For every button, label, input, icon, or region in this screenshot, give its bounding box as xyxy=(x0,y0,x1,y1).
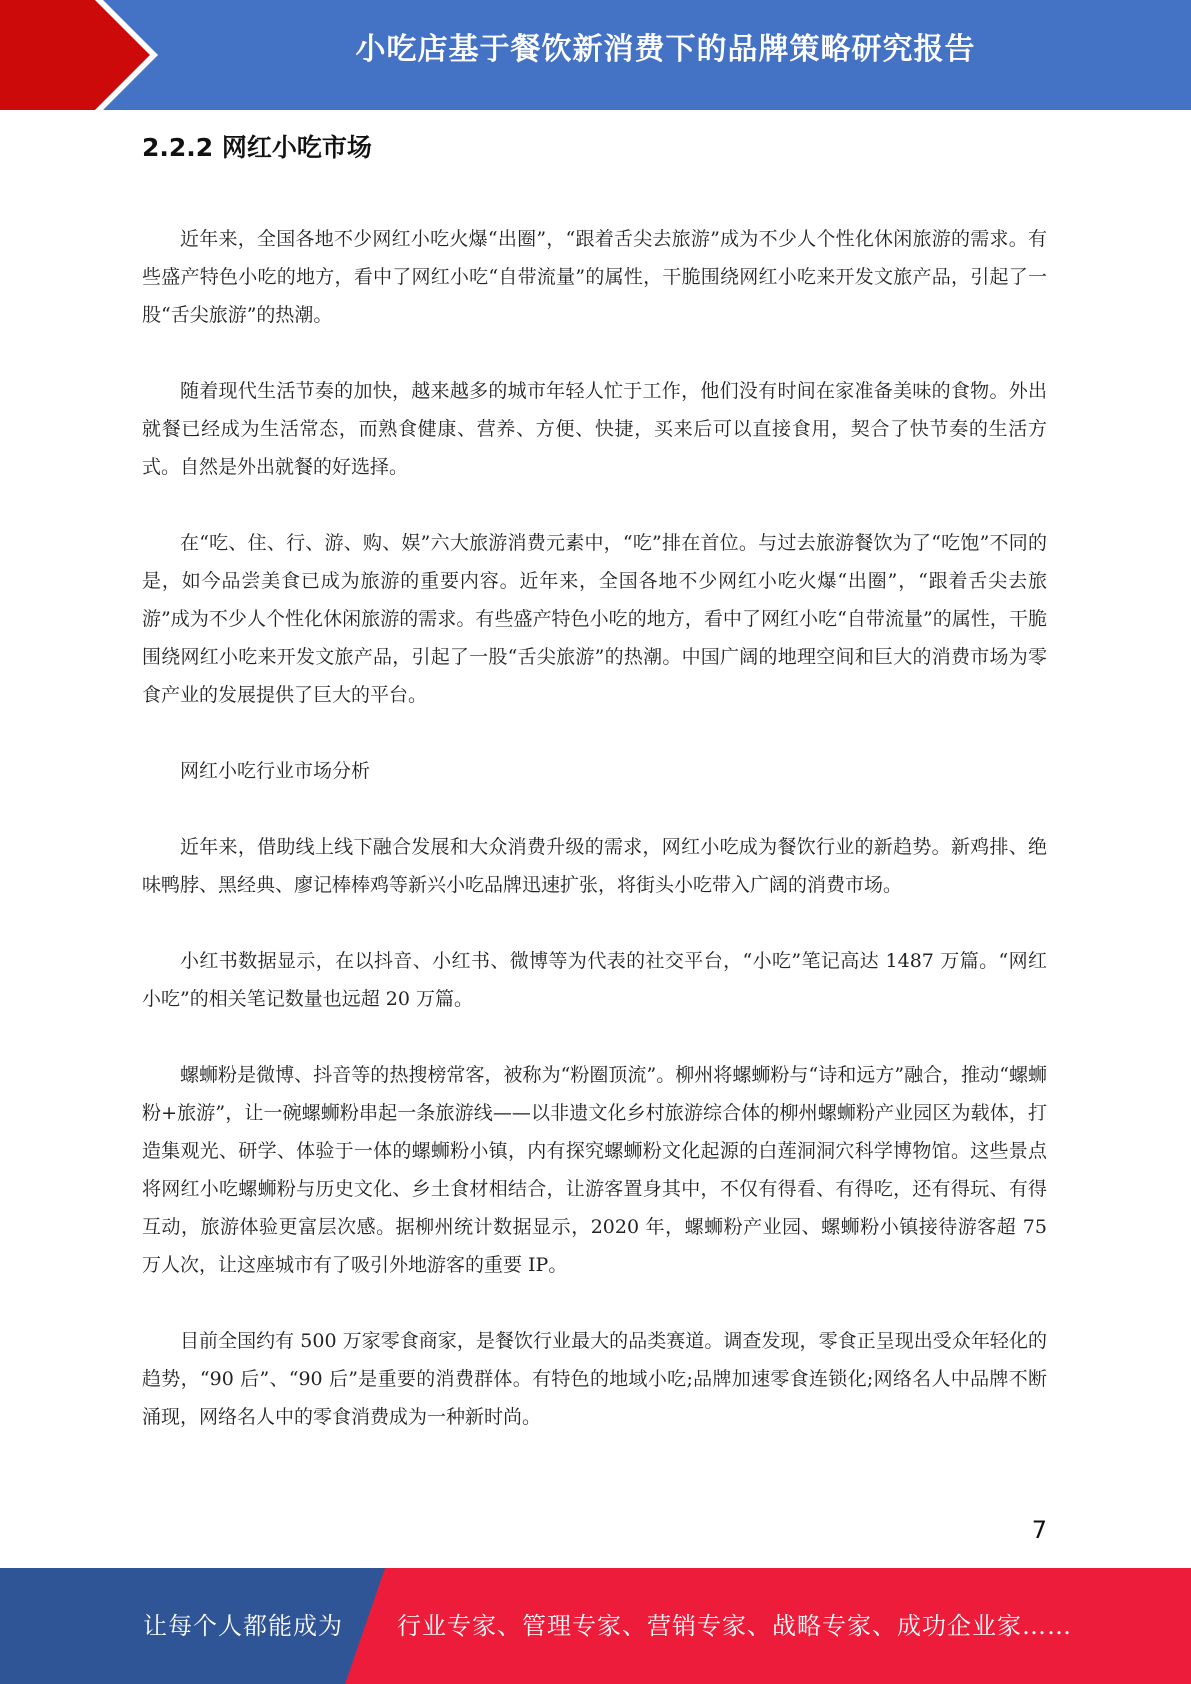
paragraph: 随着现代生活节奏的加快，越来越多的城市年轻人忙于工作，他们没有时间在家准备美味的食物。外出就餐已经成为生活常态，而熟食健康、营养、方便、快捷，买来后可以直接食用，契合了快节奏的生活方式。自然是外出就餐的好选择。 xyxy=(142,380,1047,478)
page-footer xyxy=(0,1568,1191,1684)
section-heading: 2.2.2 网红小吃市场 xyxy=(142,133,372,162)
header-chevron-decoration xyxy=(0,0,170,110)
page-number: 7 xyxy=(1031,1516,1047,1544)
subheading-paragraph: 网红小吃行业市场分析 xyxy=(180,760,371,782)
footer-slogan-right: 行业专家、管理专家、营销专家、战略专家、成功企业家…… xyxy=(397,1612,1072,1640)
paragraph: 近年来，全国各地不少网红小吃火爆“出圈”，“跟着舌尖去旅游”成为不少人个性化休闲旅游的需求。有些盛产特色小吃的地方，看中了网红小吃“自带流量”的属性，干脆围绕网红小吃来开发文旅产品，引起了一股“舌尖旅游”的热潮。 xyxy=(142,228,1047,326)
footer-slogan-left: 让每个人都能成为 xyxy=(143,1612,343,1640)
paragraph: 小红书数据显示，在以抖音、小红书、微博等为代表的社交平台，“小吃”笔记高达 1487 万篇。“网红小吃”的相关笔记数量也远超 20 万篇。 xyxy=(142,950,1047,1010)
paragraph: 螺蛳粉是微博、抖音等的热搜榜常客，被称为“粉圈顶流”。柳州将螺蛳粉与“诗和远方”融合，推动“螺蛳粉+旅游”，让一碗螺蛳粉串起一条旅游线——以非遗文化乡村旅游综合体的柳州螺蛳粉产业园区为载体，打造集观光、研学、体验于一体的螺蛳粉小镇，内有探究螺蛳粉文化起源的白莲洞洞穴科学博物馆。这些景点将网红小吃螺蛳粉与历史文化、乡土食材相结合，让游客置身其中，不仅有得看、有得吃，还有得玩、有得互动，旅游体验更富层次感。据柳州统计数据显示，2020 年，螺蛳粉产业园、螺蛳粉小镇接待游客超 75 万人次，让这座城市有了吸引外地游客的重要 IP。 xyxy=(142,1064,1047,1276)
report-title: 小吃店基于餐饮新消费下的品牌策略研究报告 xyxy=(355,32,976,67)
paragraph: 近年来，借助线上线下融合发展和大众消费升级的需求，网红小吃成为餐饮行业的新趋势。新鸡排、绝味鸭脖、黑经典、廖记棒棒鸡等新兴小吃品牌迅速扩张，将街头小吃带入广阔的消费市场。 xyxy=(142,836,1047,896)
page-content xyxy=(142,128,1047,1474)
paragraph: 目前全国约有 500 万家零食商家，是餐饮行业最大的品类赛道。调查发现，零食正呈现出受众年轻化的趋势，“90 后”、“90 后”是重要的消费群体。有特色的地域小吃;品牌加速零食连锁化;网络名人中品牌不断涌现，网络名人中的零食消费成为一种新时尚。 xyxy=(142,1330,1047,1428)
paragraph: 在“吃、住、行、游、购、娱”六大旅游消费元素中，“吃”排在首位。与过去旅游餐饮为了“吃饱”不同的是，如今品尝美食已成为旅游的重要内容。近年来，全国各地不少网红小吃火爆“出圈”，“跟着舌尖去旅游”成为不少人个性化休闲旅游的需求。有些盛产特色小吃的地方，看中了网红小吃“自带流量”的属性，干脆围绕网红小吃来开发文旅产品，引起了一股“舌尖旅游”的热潮。中国广阔的地理空间和巨大的消费市场为零食产业的发展提供了巨大的平台。 xyxy=(142,532,1047,706)
page-header xyxy=(0,0,1191,110)
